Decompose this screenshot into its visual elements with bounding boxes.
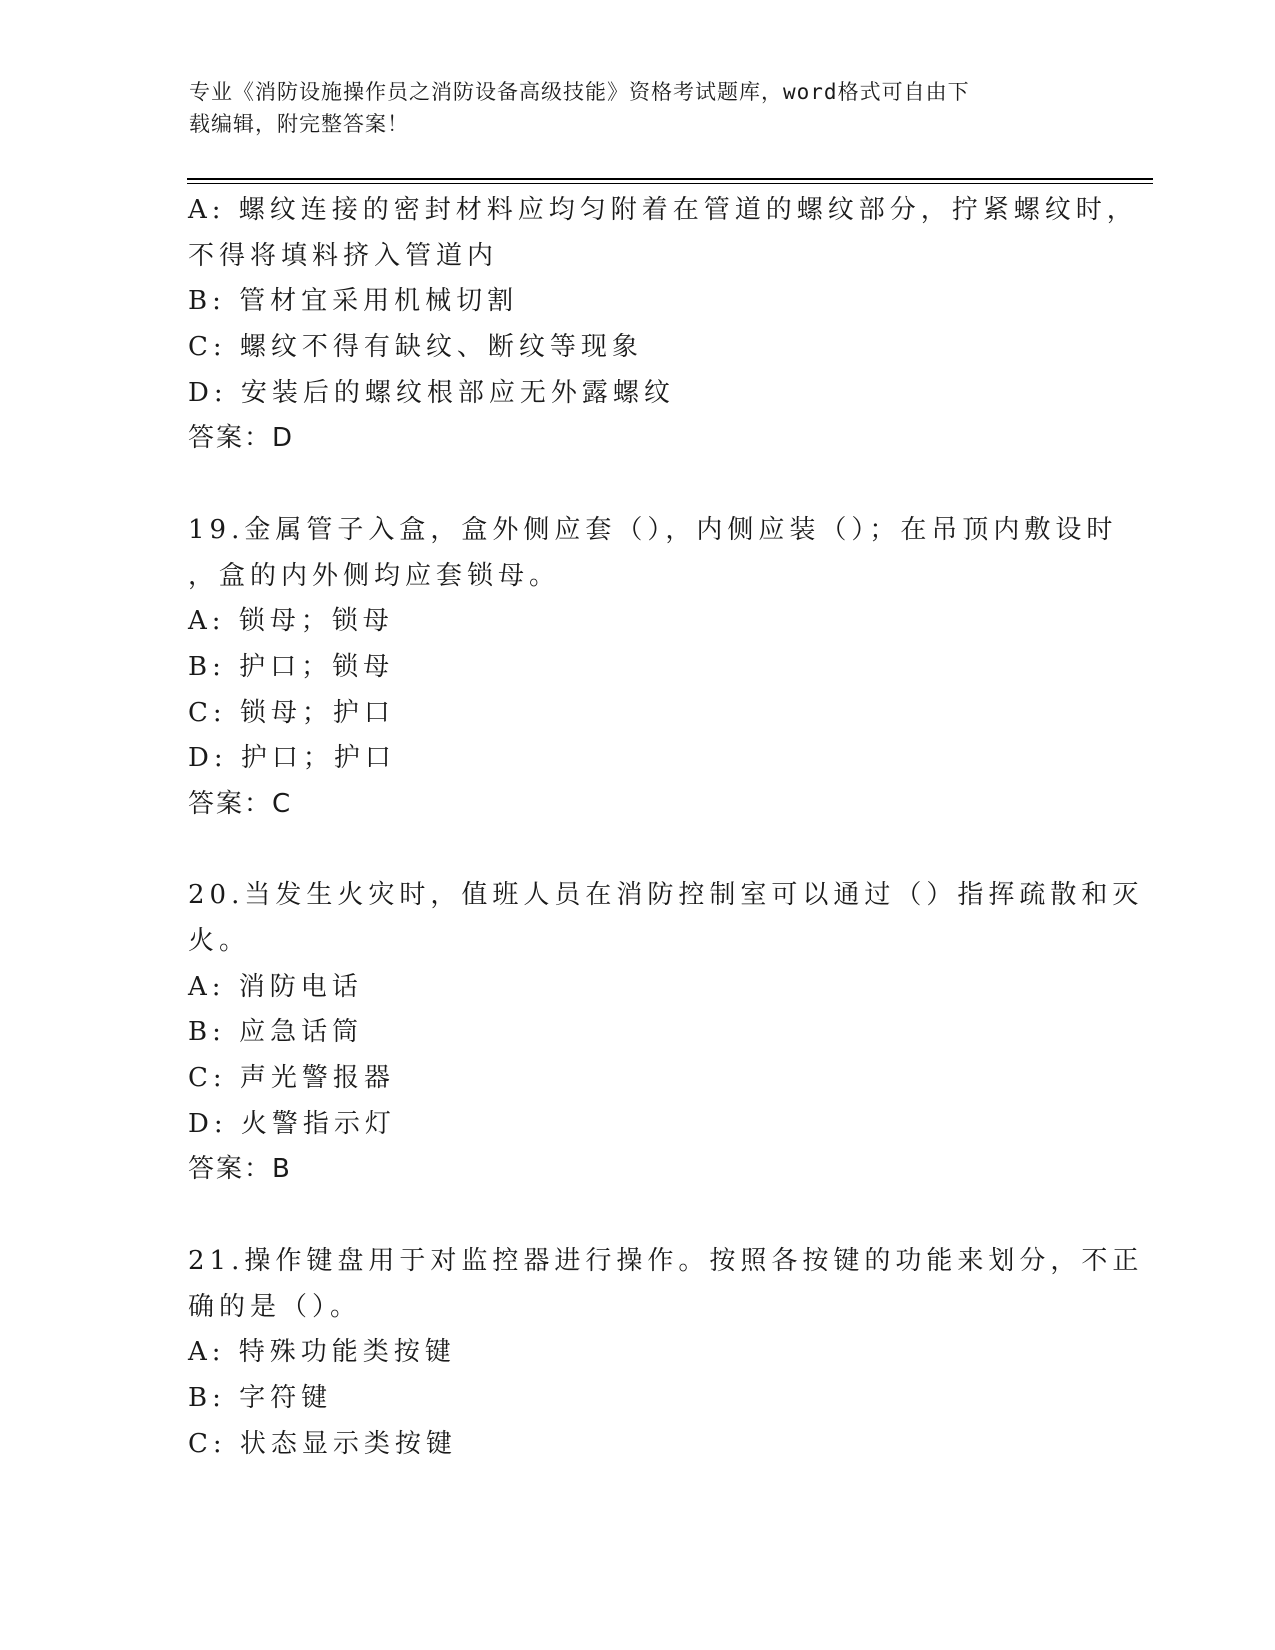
question-stem-continued: 确的是（）。	[188, 1291, 362, 1322]
question-20	[188, 873, 1144, 1193]
document-header	[189, 76, 1089, 140]
spacer	[188, 828, 1088, 874]
answer-line: 答案：B	[188, 1154, 292, 1185]
question-stem-continued: ，盒的内外侧均应套锁母。	[188, 560, 561, 591]
header-divider-thick	[187, 178, 1153, 180]
question-stem: 20.当发生火灾时，值班人员在消防控制室可以通过（）指挥疏散和灭	[188, 880, 1144, 911]
option-b: B: 字符键	[188, 1382, 333, 1413]
spacer	[188, 462, 1088, 508]
question-stem: 21.操作键盘用于对监控器进行操作。按照各按键的功能来划分，不正	[188, 1245, 1144, 1276]
option-d: D: 护口；护口	[188, 743, 396, 774]
option-c: C: 锁母；护口	[188, 697, 395, 728]
option-c: C: 声光警报器	[188, 1063, 395, 1094]
option-c: C: 螺纹不得有缺纹、断纹等现象	[188, 332, 643, 363]
option-c: C: 状态显示类按键	[188, 1428, 457, 1459]
option-a: A: 螺纹连接的密封材料应均匀附着在管道的螺纹部分，拧紧螺纹时，	[188, 195, 1138, 225]
option-d: D: 安装后的螺纹根部应无外露螺纹	[188, 377, 675, 408]
answer-line: 答案：C	[188, 788, 293, 819]
option-b: B: 应急话筒	[188, 1017, 364, 1048]
option-d: D: 火警指示灯	[188, 1108, 396, 1139]
spacer	[188, 1193, 1088, 1239]
header-line-1: 专业《消防设施操作员之消防设备高级技能》资格考试题库，word格式可自由下	[189, 80, 970, 104]
option-a: A: 消防电话	[188, 971, 363, 1002]
option-b: B: 管材宜采用机械切割	[188, 286, 519, 317]
question-19	[188, 508, 1118, 828]
answer-line: 答案：D	[188, 423, 295, 454]
question-stem-continued: 火。	[188, 926, 251, 956]
question-list	[188, 188, 1144, 1467]
option-a-continued: 不得将填料挤入管道内	[188, 240, 499, 271]
option-a: A: 锁母；锁母	[188, 606, 394, 637]
option-b: B: 护口；锁母	[188, 651, 395, 682]
question-18-remainder	[188, 188, 1138, 462]
option-a: A: 特殊功能类按键	[188, 1337, 456, 1368]
header-divider-thin	[187, 183, 1153, 184]
question-stem: 19.金属管子入盒，盒外侧应套（），内侧应装（）；在吊顶内敷设时	[188, 514, 1118, 545]
header-line-2: 载编辑，附完整答案！	[189, 112, 409, 136]
question-21	[188, 1239, 1144, 1467]
